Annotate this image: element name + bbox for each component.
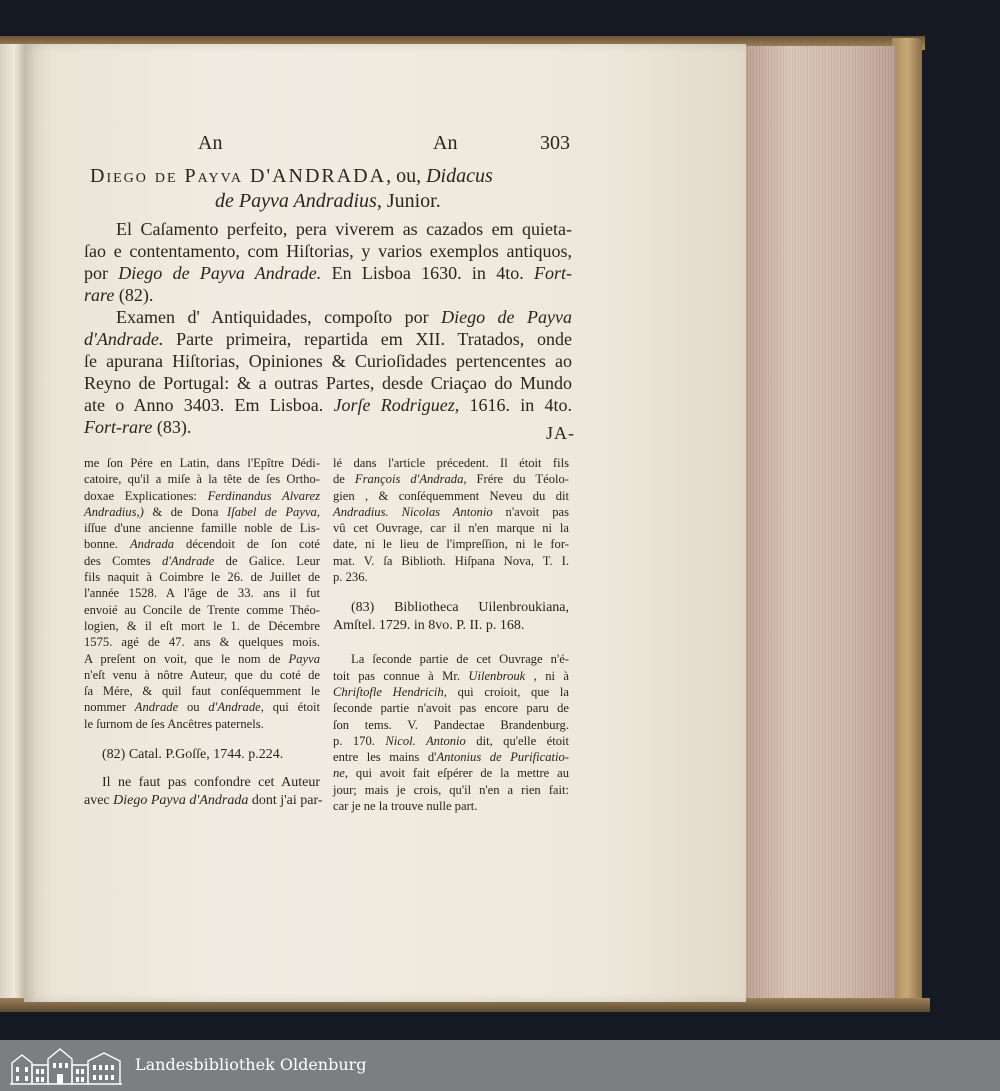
footnote-column-right [333,455,569,814]
latin-name: Didacus [426,165,493,187]
footnote-line [333,668,569,684]
name-ref: Antonius de Purificatio- [436,750,569,765]
text: , Frére du Téolo- [463,472,569,487]
text: dit, qu'elle étoit [465,733,570,748]
text: por [84,263,119,283]
entry2-line: Reyno de Portugal: & a outras Partes, desde Criaçao do Mundo [84,373,572,393]
entry2-line: ſe apurana Hiſtorias, Opiniones & Curioſidades pertencentes ao [84,351,572,371]
footnote-83 [333,599,569,635]
footnote-line: lé dans l'article précedent. Il étoit fils [333,456,569,470]
name-ref: d'Andrade [208,700,261,715]
name-ref: Nicol. Antonio [385,733,466,748]
text: bonne. [84,537,130,552]
left-page-edge [0,44,25,1004]
page-number: 303 [540,132,570,154]
name-ref: Chriſtofle Hendricih [333,684,444,699]
text: de [333,472,355,487]
rarity: Fort- [534,263,572,283]
text: entre les mains d' [333,750,437,765]
footnote-line: 1575. agé de 47. ans & quelques mois. [84,635,320,650]
footnote-line [333,471,569,487]
text: décendoit de ſon coté [174,537,320,552]
running-head-center: An [433,132,458,154]
rarity: Fort-rare [84,417,153,437]
catchword: JA- [546,423,575,443]
entry2-line [84,328,572,350]
text: Parte primeira, repartida em XII. Tratados, onde [163,329,572,349]
footnote-line: me ſon Pére en Latin, dans l'Epître Dédi- [84,456,320,470]
text: toit pas connue à Mr. [333,668,469,683]
name-ref: Nicolas Antonio [401,504,493,519]
footnote-line [333,733,569,749]
footnote-82 [84,746,323,810]
name-ref: Iſabel de Payva, [227,504,320,519]
bibliographic-entry-2 [84,306,572,438]
rarity: rare [84,285,115,305]
name-ref: ne [333,766,345,781]
footnote-line: La ſeconde partie de cet Ouvrage n'é- [351,652,569,667]
footnote-paragraph [333,651,569,814]
entry1-line [84,262,572,284]
entry2-line [84,416,572,438]
footnote-83-text: Amſtel. 1729. in 8vo. P. II. p. 168. [333,618,525,634]
footnote-line: ſon tems. V. Pandectae Brandenburg. [333,717,569,732]
footnote-line: envoié au Concile de Trente comme Théo- [84,602,320,617]
spacer [333,635,569,645]
entry1-line [84,284,572,306]
name-ref: d'Andrade [161,553,215,568]
entry-title [90,164,570,214]
footnote-line [84,792,323,810]
footnote-line [84,553,320,569]
footnote-line [84,699,320,715]
text: , qui croioit, que la [443,684,569,699]
footnote-line: car je ne la trouve nulle part. [333,799,478,814]
printer-name: Jorſe Rodriguez [333,395,455,415]
name-ref: Andrade [134,700,179,715]
author-surname: D'ANDRADA [250,165,387,187]
footnote-line [333,765,569,781]
footnote-line: Il ne faut pas confondre cet Auteur [102,775,320,791]
title-line-1 [90,164,570,189]
footnote-line [333,684,569,700]
name-ref: Ferdinandus Alvarez [207,488,320,503]
text: ate o Anno 3403. Em Lisboa. [84,395,334,415]
text: doxae Explicationes: [84,488,208,503]
text: des Comtes [84,553,162,568]
text: de Galice. Leur [214,553,320,568]
name-ref: Payva [288,651,320,666]
name-ref: François d'Andrada [354,472,464,487]
footnote-line: vû cet Ouvrage, car il n'en marque ni la [333,521,569,536]
name-ref: Andradius. [333,504,389,519]
text [389,505,402,519]
footnote-line [84,504,320,520]
library-name: Landesbibliothek Oldenburg [135,1055,367,1074]
footnote-ref: (82). [114,285,154,305]
text: , qui avoit fait eſpérer de la mettre au [344,766,569,781]
text: n'avoit pas [492,504,569,519]
text: p. 170. [333,733,386,748]
footnote-line [333,504,569,520]
text: dont j'ai par- [248,793,323,809]
footnote-line: catoire, qu'il a miſe à la tête de ſes Ortho- [84,472,320,487]
footnote-line: iſſue d'une ancienne famille noble de Lis- [84,521,320,536]
library-building-icon [10,1045,122,1086]
title-suffix: , Junior. [376,190,441,212]
footnote-line [84,536,320,552]
title-line-2 [90,189,570,214]
library-footer [0,1040,1000,1091]
text: A preſent on voit, que le nom de [84,651,289,666]
text: , ni à [525,668,570,683]
entry1-line: ſao e contentamento, com Hiſtorias, y varios exemplos antiquos, [84,241,572,261]
text: ou [178,700,209,715]
footnote-ref: (83). [152,417,192,437]
footnote-line: logien, & il eſt mort le 1. de Décembre [84,618,320,633]
name-ref: Andrada [129,537,175,552]
text: avec [84,793,114,809]
footnote-line: p. 236. [333,570,368,585]
text: Examen d' Antiquidades, compoſto por [116,307,442,327]
bibliographic-entry-1 [84,218,572,306]
footnote-line: gien , & conſéquemment Neveu du dit [333,488,569,503]
name-ref: Andradius,) [84,504,144,519]
book-cover-right [892,38,922,1010]
footnote-83-text: (83) Bibliotheca Uilenbroukiana, [351,600,569,616]
latin-name-cont: de Payva Andradius [215,190,377,212]
text: & de Dona [143,504,227,519]
author-ref: d'Andrade. [84,329,164,349]
footnote-line [333,749,569,765]
title-connector: , ou, [386,165,427,187]
author-name: Diego de Payva [90,165,251,187]
footnote-line: ſeconde partie n'avoit pas encore paru de [333,701,569,716]
text: , qui étoit [260,700,320,715]
author-ref: Diego de Payva [441,307,573,327]
footnote-line: l'année 1528. A l'âge de 33. ans il fut [84,586,320,601]
name-ref: Uilenbrouk [468,668,526,683]
footnote-line: mat. V. ſa Biblioth. Hiſpana Nova, T. I. [333,553,569,568]
page-fore-edge [744,46,895,1003]
footnote-line: n'eſt venu à nôtre Auteur, que du coté de [84,667,320,682]
name-ref: Diego Payva d'Andrada [113,793,249,809]
footnote-line: date, ni le lieu de l'impreſſion, ni le for- [333,537,569,552]
running-head-left: An [198,132,223,154]
footnote-column-left [84,455,323,810]
text: En Lisboa 1630. in 4to. [321,263,534,283]
footnote-line: ſa Mére, & quil faut conſéquemment le [84,684,320,699]
spacer [84,764,320,774]
entry2-line [84,306,572,328]
footnote-line: fils naquit à Coimbre le 26. de Juillet de [84,570,320,585]
footnote-line [84,488,320,504]
text: nommer [84,700,135,715]
entry1-line: El Caſamento perfeito, pera viverem as cazados em quieta- [116,219,572,239]
text: , 1616. in 4to. [454,395,572,415]
footnote-line: jour; mais je crois, qu'il n'en a rien fait: [333,782,569,797]
entry2-line [84,394,572,416]
footnote-82-text: (82) Catal. P.Goſſe, 1744. p.224. [102,747,284,763]
footnote-line [84,651,320,667]
footnote-line: le ſurnom de ſes Ancêtres paternels. [84,716,264,731]
author-ref: Diego de Payva Andrade. [118,263,322,283]
